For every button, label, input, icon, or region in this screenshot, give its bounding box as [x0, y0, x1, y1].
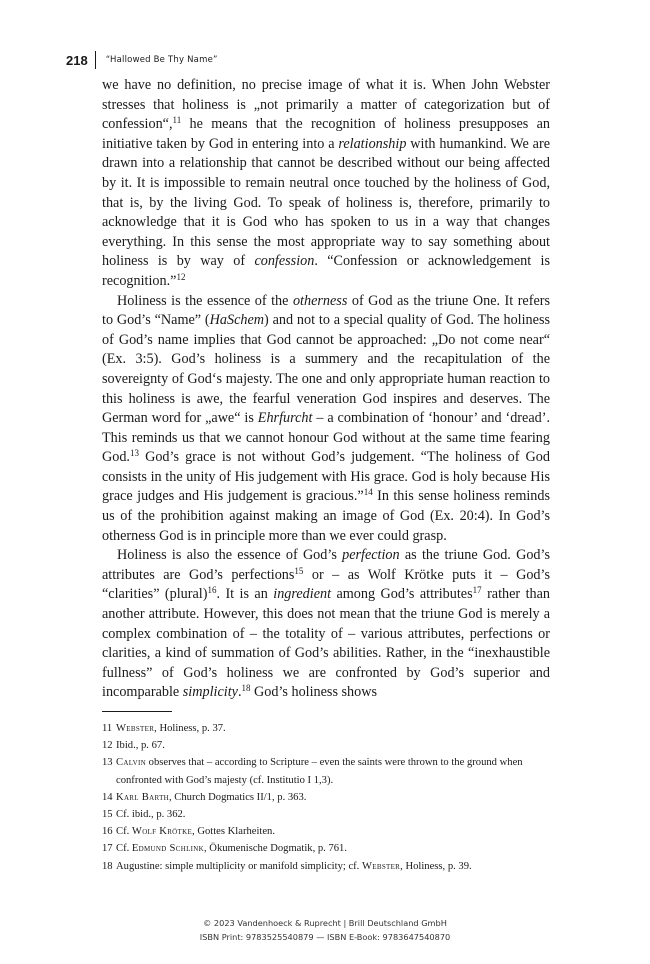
emphasis: confession [254, 253, 315, 270]
footnote-number: 14 [102, 791, 113, 803]
footnote-ref-14[interactable]: 14 [363, 487, 373, 498]
footnote-12 [102, 737, 550, 754]
emphasis: ingredient [273, 586, 332, 603]
footnote-11 [102, 720, 550, 737]
footnote-17 [102, 840, 550, 857]
emphasis: otherness [292, 292, 348, 309]
text-run: God’s holiness shows [250, 684, 378, 701]
footnote-text [116, 754, 550, 788]
text-run: . “Confession or acknowledgement is recognition.” [102, 253, 550, 289]
footnote-ref-18[interactable]: 18 [241, 683, 251, 694]
text-run: observes that – according to Scripture – even the saints were thrown to the ground when confronted with God’s majesty (cf. Institutio I 1,3). [116, 757, 523, 786]
footnotes [102, 720, 550, 875]
page-number: 218 [66, 52, 88, 68]
text-run: rather than another attribute. However, this does not mean that the triune God is merely a complex combination of – the totality of – various attributes, perfections or clarities, a kind of summation of God’s abilities. Rather, in the “inexhaustible fullness” of God’s holiness we are confronted by God’s superior and incomparable [102, 586, 550, 701]
text-run: In this sense holiness reminds us of the prohibition against making an image of God (Ex. 20:4). In God’s otherness God is in principle more than we ever could grasp. [102, 488, 551, 544]
footnote-text [116, 840, 550, 857]
footnote-text [116, 858, 550, 875]
footnote-text: Ibid., p. 67. [116, 740, 165, 752]
text-run: , Ökumenische Dogmatik, p. 761. [204, 843, 347, 855]
text-run: ) and not to a special quality of God. The holiness of God’s name implies that God cannot be approached: „Do not come near“ (Ex. 3:5). God’s holiness is a summery and the recapitulation of the sovereignty of God‘s majesty. The one and only appropriate human reaction to this holiness is awe, the fearful veneration God inspires and deserves. The German word for „awe“ is [102, 312, 550, 427]
footnote-number: 16 [102, 826, 113, 838]
footnote-text [116, 789, 550, 806]
footnote-ref-15[interactable]: 15 [294, 565, 304, 576]
text-run: Holiness is also the essence of God’s [117, 547, 343, 564]
text-run: among God’s attributes [331, 586, 473, 603]
footnote-text: Cf. ibid., p. 362. [116, 809, 186, 821]
footnote-ref-12[interactable]: 12 [176, 271, 186, 282]
author-name: Wolf Krötke [131, 826, 193, 838]
author-name: Calvin [116, 757, 146, 769]
text-run: we have no definition, no precise image of what it is. When John Webster stresses that holiness is „not primarily a matter of categorization but of confession“, [102, 77, 550, 133]
text-run: Cf. [116, 826, 132, 838]
text-run: , Holiness, p. 37. [154, 723, 226, 734]
footnote-number: 18 [102, 860, 113, 872]
footnote-number: 17 [102, 843, 113, 855]
header-divider [95, 51, 96, 69]
text-run: – a combination of ‘honour’ and ‘dread’. This reminds us that we cannot honour God without at the same time fearing God. [102, 410, 550, 466]
text-run: Holiness is the essence of the [117, 292, 293, 309]
footnote-separator [102, 711, 172, 712]
emphasis: HaSchem [209, 312, 265, 329]
footnote-number: 15 [102, 809, 113, 821]
paragraph-1 [102, 76, 550, 292]
text-run: or – as Wolf Krötke puts it – God’s “clarities” (plural) [102, 566, 550, 603]
footnote-ref-11[interactable]: 11 [172, 115, 182, 126]
footnote-18 [102, 858, 550, 875]
footnote-ref-17[interactable]: 17 [472, 585, 482, 596]
text-run: , Holiness, p. 39. [400, 860, 472, 872]
text-run: , Church Dogmatics II/1, p. 363. [169, 791, 307, 803]
emphasis: perfection [342, 547, 400, 564]
text-run: as the triune God. God’s attributes are God’s perfections [102, 547, 550, 583]
footnote-ref-13[interactable]: 13 [129, 448, 139, 459]
text-run: . It is an [216, 586, 274, 603]
emphasis: relationship [338, 135, 407, 152]
text-run: Cf. [116, 843, 132, 855]
paragraph-3 [102, 546, 550, 703]
author-name: Webster [361, 860, 401, 872]
footnote-13 [102, 754, 550, 788]
paragraph-2 [102, 292, 550, 547]
running-title: “Hallowed Be Thy Name” [105, 55, 218, 65]
emphasis: Ehrfurcht [257, 410, 313, 427]
footnote-text [116, 823, 550, 840]
footnote-16 [102, 823, 550, 840]
text-run: God’s grace is not without God’s judgement. “The holiness of God consists in the unity of His judgement with His grace. God is holy because His grace judges and His judgement is gracious.” [102, 449, 550, 505]
body-text [102, 76, 550, 703]
text-run: he means that the recognition of holiness presupposes an initiative taken by God in entering into a [102, 116, 550, 152]
text-run: Augustine: simple multiplicity or manifold simplicity; cf. [116, 860, 362, 872]
author-name: Edmund Schlink [131, 843, 204, 855]
footnote-number: 13 [102, 757, 113, 769]
text-run: with humankind. We are drawn into a relationship that cannot be described without our being affected by it. It is impossible to remain neutral once touched by the holiness of God, that is, by the living God. To speak of holiness is, therefore, primarily to acknowledge that it is God who has spoken to us in a way that changes everything. In this sense the most appropriate way to say something about holiness is by way of [102, 135, 550, 270]
emphasis: simplicity [182, 684, 238, 701]
footnote-15 [102, 806, 550, 823]
text-run: . [237, 684, 242, 701]
footnote-number: 11 [102, 723, 113, 734]
footnote-number: 12 [102, 740, 113, 752]
footnote-14 [102, 789, 550, 806]
author-name: Karl Barth [116, 791, 169, 803]
text-run: , Gottes Klarheiten. [192, 826, 276, 838]
copyright-line: © 2023 Vandenhoeck & Ruprecht | Brill Deutschland GmbH [203, 918, 447, 928]
running-head [66, 50, 218, 70]
text-run: of God as the triune One. It refers to God’s “Name” ( [102, 292, 550, 329]
author-name: Webster [116, 723, 155, 734]
footnote-text [116, 720, 550, 737]
isbn-line: ISBN Print: 9783525540879 — ISBN E-Book: 9783647540870 [199, 932, 451, 942]
footnote-ref-16[interactable]: 16 [207, 585, 217, 596]
